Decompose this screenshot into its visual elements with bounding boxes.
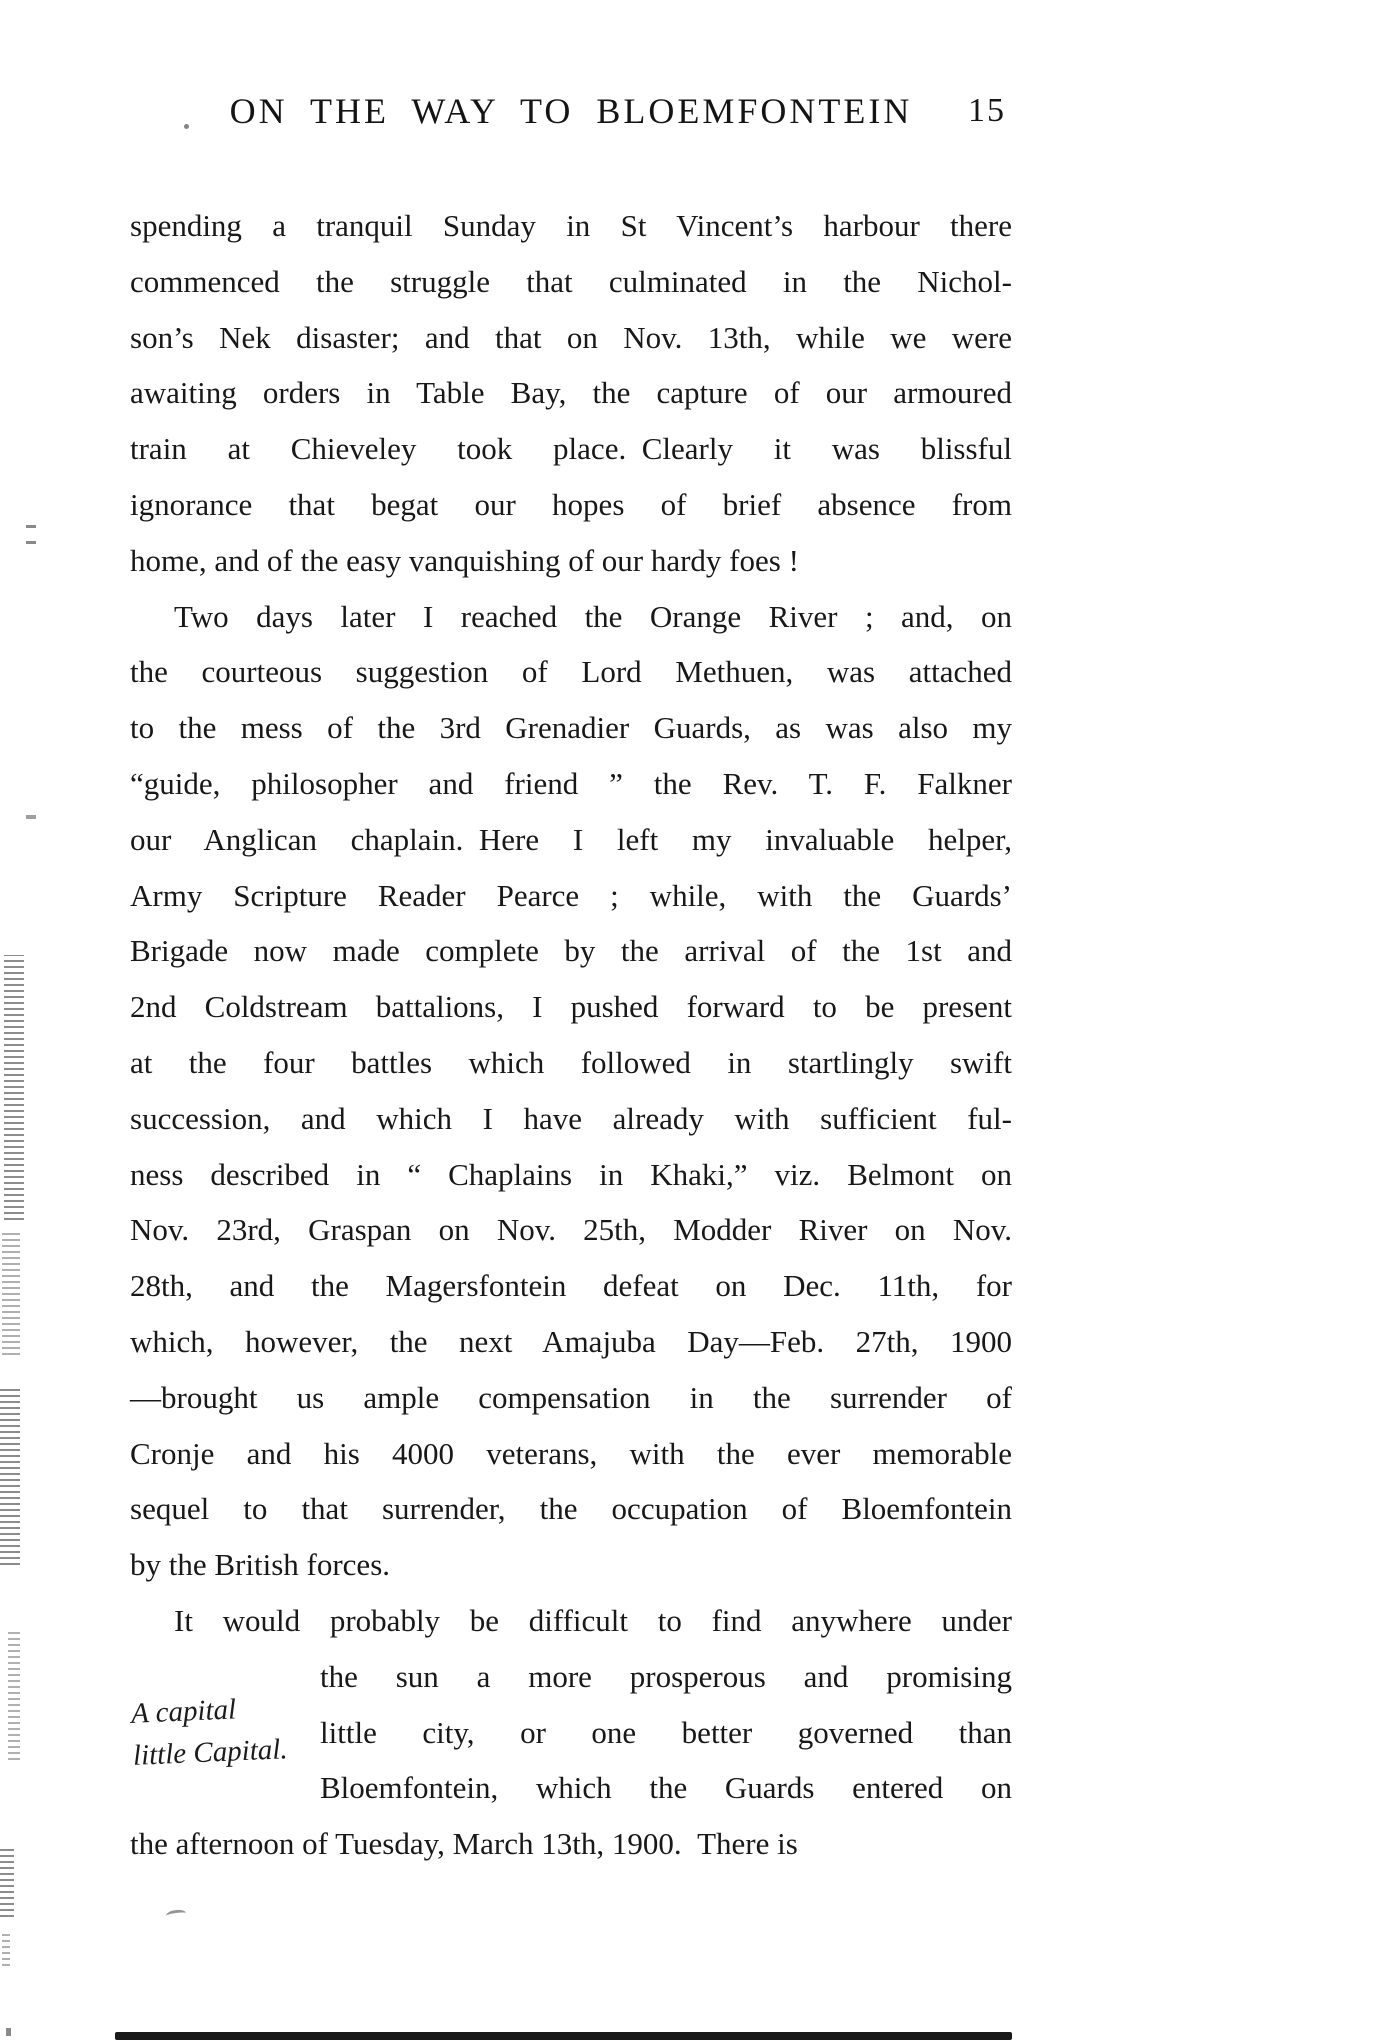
paragraph-1 [130,198,1012,589]
text-line: Bloemfontein, which the Guards entered on [320,1770,1012,1806]
scan-artifact-marks [26,518,36,544]
text-line: at the four battles which followed in startlingly swift [130,1044,1012,1080]
paragraph-3 [130,1593,1012,1872]
text-line: “guide, philosopher and friend ” the Rev. T. F. Falkner [130,765,1012,801]
margin-note-line: little Capital. [132,1732,289,1772]
scan-artifact-smudge [165,1909,186,1921]
text-line: sequel to that surrender, the occupation of Bloemfontein [130,1491,1012,1527]
text-line: Brigade now made complete by the arrival of the 1st and [130,933,1012,969]
text-line: ness described in “ Chaplains in Khaki,” viz. Belmont on [130,1156,1012,1192]
text-line: —brought us ample compensation in the surrender of [130,1379,1012,1415]
text-line: home, and of the easy vanquishing of our hardy foes ! [130,542,799,578]
text-line: the sun a more prosperous and promising [320,1658,1012,1694]
text-line: Cronje and his 4000 veterans, with the ever memorable [130,1435,1012,1471]
scan-artifact-binding [2,1932,10,1966]
text-line: succession, and which I have already with sufficient ful- [130,1100,1012,1136]
text-line: son’s Nek disaster; and that on Nov. 13th, while we were [130,319,1012,355]
text-line: Army Scripture Reader Pearce ; while, with the Guards’ [130,877,1012,913]
paragraph-2 [130,589,1012,1593]
wrapped-lines [320,1649,1012,1816]
scan-artifact-binding [0,1385,20,1565]
text-line: train at Chieveley took place. Clearly it was blissful [130,431,1012,467]
page-title: ON THE WAY TO BLOEMFONTEIN [229,91,913,131]
text-line: our Anglican chaplain. Here I left my invaluable helper, [130,821,1012,857]
scan-artifact-binding [0,1845,14,1917]
text-line: little city, or one better governed than [320,1714,1012,1750]
page-bottom-edge-artifact [115,2032,1012,2040]
scan-artifact-dot [6,2028,11,2036]
text-line: ignorance that begat our hopes of brief absence from [130,486,1012,522]
text-line: awaiting orders in Table Bay, the capture of our armoured [130,375,1012,411]
text-line: 28th, and the Magersfontein defeat on Dec. 11th, for [130,1268,1012,1304]
text-line: the courteous suggestion of Lord Methuen, was attached [130,654,1012,690]
margin-note [130,1685,313,1777]
text-line: to the mess of the 3rd Grenadier Guards, as was also my [130,710,1012,746]
page-number: 15 [968,92,1006,129]
text-block [130,198,1012,1872]
scan-artifact-binding [2,1230,20,1355]
running-header [130,90,1012,136]
text-line: Two days later I reached the Orange River ; and, on [174,598,1012,634]
text-line: the afternoon of Tuesday, March 13th, 1900. There is [130,1826,798,1862]
text-line: spending a tranquil Sunday in St Vincent’s harbour there [130,208,1012,243]
text-line: Nov. 23rd, Graspan on Nov. 25th, Modder River on Nov. [130,1212,1012,1248]
scan-artifact-marks [26,815,36,819]
wrap-region [130,1649,1012,1816]
text-line: which, however, the next Amajuba Day—Feb. 27th, 1900 [130,1323,1012,1359]
text-line: 2nd Coldstream battalions, I pushed forward to be present [130,989,1012,1025]
scan-artifact-binding [8,1630,20,1760]
text-line: by the British forces. [130,1547,391,1583]
text-line: commenced the struggle that culminated in the Nichol- [130,263,1012,299]
text-line: It would probably be difficult to find anywhere under [174,1602,1012,1638]
margin-note-line: A capital [130,1693,237,1730]
scan-artifact-binding [4,955,24,1220]
